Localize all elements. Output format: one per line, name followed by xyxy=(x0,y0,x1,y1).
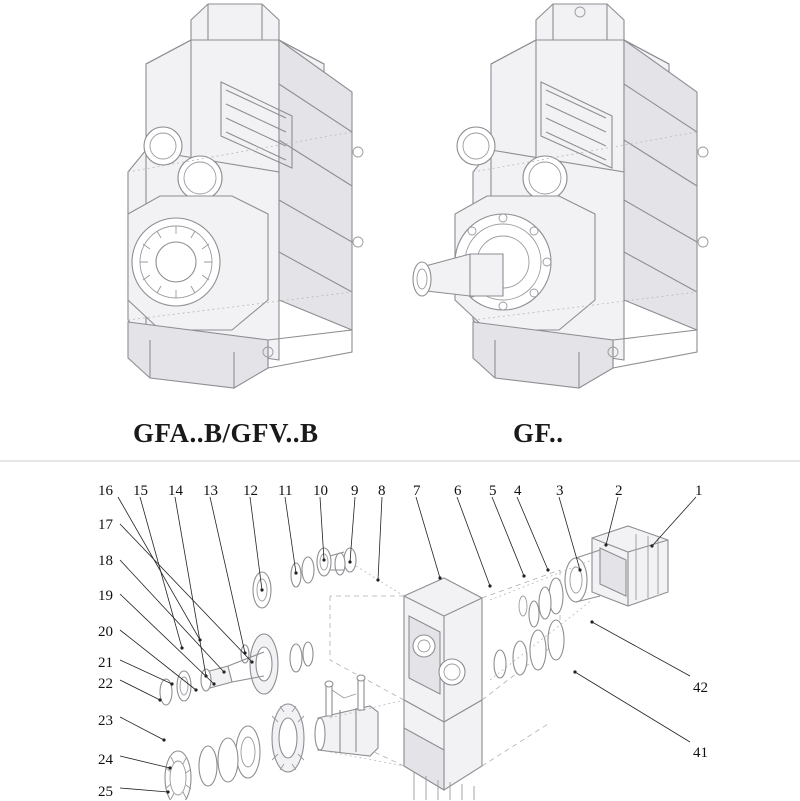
part-number-22: 22 xyxy=(98,676,113,692)
part-number-2: 2 xyxy=(615,483,623,499)
part-number-4: 4 xyxy=(514,483,522,499)
leader-dot-18 xyxy=(222,670,225,673)
part-number-8: 8 xyxy=(378,483,386,499)
leader-dot-8 xyxy=(376,578,379,581)
exploded-assembly-drawing xyxy=(118,497,696,800)
leader-dot-20 xyxy=(194,688,197,691)
part-number-24: 24 xyxy=(98,752,113,768)
leader-line-5 xyxy=(492,497,524,576)
leader-line-11 xyxy=(285,497,296,573)
lower-left-parts xyxy=(165,700,404,800)
leader-dot-11 xyxy=(294,571,297,574)
gearbox-left-drawing xyxy=(128,4,363,388)
part-number-7: 7 xyxy=(413,483,421,499)
leader-dot-15 xyxy=(180,646,183,649)
part-number-21: 21 xyxy=(98,655,113,671)
leader-dot-25 xyxy=(166,790,169,793)
leader-dot-1 xyxy=(650,544,653,547)
part-number-5: 5 xyxy=(489,483,497,499)
part-number-23: 23 xyxy=(98,713,113,729)
part-number-14: 14 xyxy=(168,483,183,499)
leader-dot-4 xyxy=(546,568,549,571)
part-number-1: 1 xyxy=(695,483,703,499)
part-number-13: 13 xyxy=(203,483,218,499)
leader-dot-12 xyxy=(260,588,263,591)
leader-line-15 xyxy=(140,497,182,648)
leader-line-3 xyxy=(559,497,580,570)
caption-gfab-gfvb: GFA..B/GFV..B xyxy=(133,418,319,448)
leader-dot-22 xyxy=(158,698,161,701)
leader-dot-6 xyxy=(488,584,491,587)
leader-line-42 xyxy=(592,622,690,676)
part-number-3: 3 xyxy=(556,483,564,499)
part-number-25: 25 xyxy=(98,784,113,800)
leader-dot-3 xyxy=(578,568,581,571)
leader-dot-41 xyxy=(573,670,576,673)
leader-line-25 xyxy=(120,788,168,792)
leader-line-20 xyxy=(120,630,196,690)
leader-line-22 xyxy=(120,680,160,700)
caption-gf: GF.. xyxy=(513,418,564,448)
leader-line-41 xyxy=(575,672,690,742)
part-number-18: 18 xyxy=(98,553,113,569)
leader-dot-2 xyxy=(604,543,607,546)
part-number-17: 17 xyxy=(98,517,113,533)
leader-dot-42 xyxy=(590,620,593,623)
leader-dot-10 xyxy=(322,558,325,561)
leader-dot-23 xyxy=(162,738,165,741)
part-number-6: 6 xyxy=(454,483,462,499)
leader-line-1 xyxy=(652,497,696,546)
part-number-16: 16 xyxy=(98,483,113,499)
part-number-9: 9 xyxy=(351,483,359,499)
leader-line-21 xyxy=(120,660,172,684)
part-number-41: 41 xyxy=(693,745,708,761)
leader-line-13 xyxy=(210,497,245,653)
leader-line-4 xyxy=(517,497,548,570)
leader-dot-17 xyxy=(250,660,253,663)
leader-dot-5 xyxy=(522,574,525,577)
leader-line-24 xyxy=(120,756,170,768)
pins-group xyxy=(325,675,365,716)
part-number-11: 11 xyxy=(278,483,293,499)
part-number-10: 10 xyxy=(313,483,328,499)
part-number-19: 19 xyxy=(98,588,113,604)
leader-dot-21 xyxy=(170,682,173,685)
part-number-42: 42 xyxy=(693,680,708,696)
part-number-12: 12 xyxy=(243,483,258,499)
mid-left-parts xyxy=(160,634,313,705)
upper-left-parts xyxy=(253,548,404,608)
leader-line-23 xyxy=(120,717,164,740)
leader-dot-7 xyxy=(438,576,441,579)
leader-dot-19 xyxy=(212,682,215,685)
leader-dot-9 xyxy=(348,560,351,563)
motor-adapter-assembly xyxy=(565,526,668,606)
leader-line-17 xyxy=(120,524,252,662)
leader-line-8 xyxy=(378,497,382,580)
leader-dot-24 xyxy=(168,766,171,769)
leader-line-7 xyxy=(416,497,440,578)
leader-line-6 xyxy=(457,497,490,586)
gearbox-right-drawing xyxy=(413,4,708,388)
part-number-20: 20 xyxy=(98,624,113,640)
part-number-15: 15 xyxy=(133,483,148,499)
